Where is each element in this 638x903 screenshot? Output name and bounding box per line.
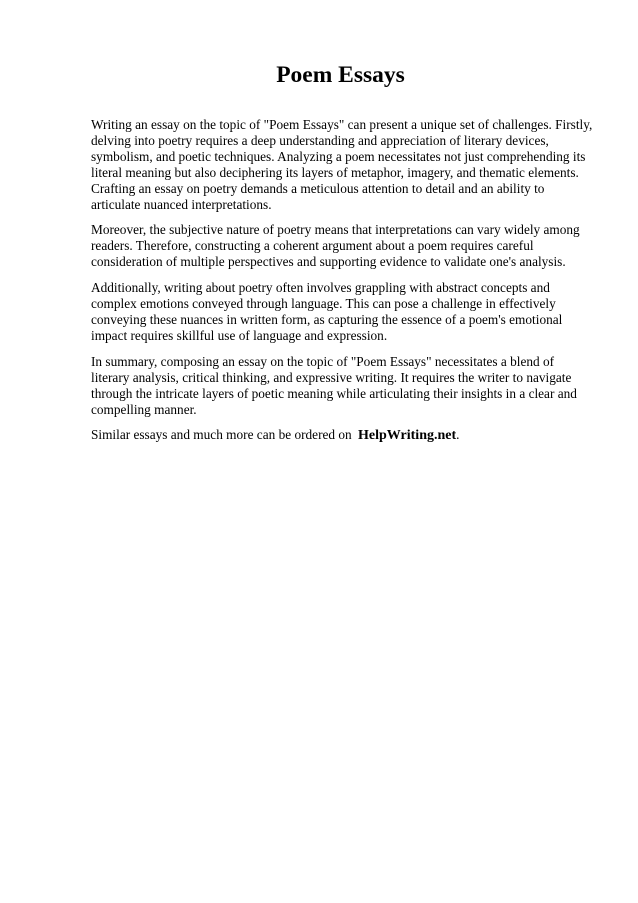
paragraph-2: Moreover, the subjective nature of poetry means that interpretations can vary widely among readers. Therefore, constructing a coherent argument about a poem requires careful consideration of multiple perspectives and supporting evidence to validate one's analysis. [91, 222, 580, 270]
paragraph-4: In summary, composing an essay on the topic of "Poem Essays" necessitates a blend of literary analysis, critical thinking, and expressive writing. It requires the writer to navigate through the intricate layers of poetic meaning while articulating their insights in a clear and compelling manner. [91, 353, 577, 417]
closing-line [91, 427, 594, 444]
brand-link[interactable]: HelpWriting.net [358, 428, 457, 444]
closing-punct: . [456, 427, 460, 443]
closing-text: Similar essays and much more can be ordered on [91, 427, 352, 443]
paragraph-1: Writing an essay on the topic of "Poem Essays" can present a unique set of challenges. Firstly, delving into poetry requires a deep understanding and appreciation of literary devices, symbolism, and poetic techniques. Analyzing a poem necessitates not just comprehending its literal meaning but also deciphering its layers of metaphor, imagery, and thematic elements. Crafting an essay on poetry demands a meticulous attention to detail and an ability to articulate nuanced interpretations. [91, 117, 593, 212]
essay-body [91, 117, 594, 444]
page-title: Poem Essays [276, 62, 405, 88]
paragraph-3: Additionally, writing about poetry often involves grappling with abstract concepts and complex emotions conveyed through language. This can pose a challenge in effectively conveying these nuances in written form, as capturing the essence of a poem's emotional impact requires skillful use of language and expression. [91, 280, 563, 343]
